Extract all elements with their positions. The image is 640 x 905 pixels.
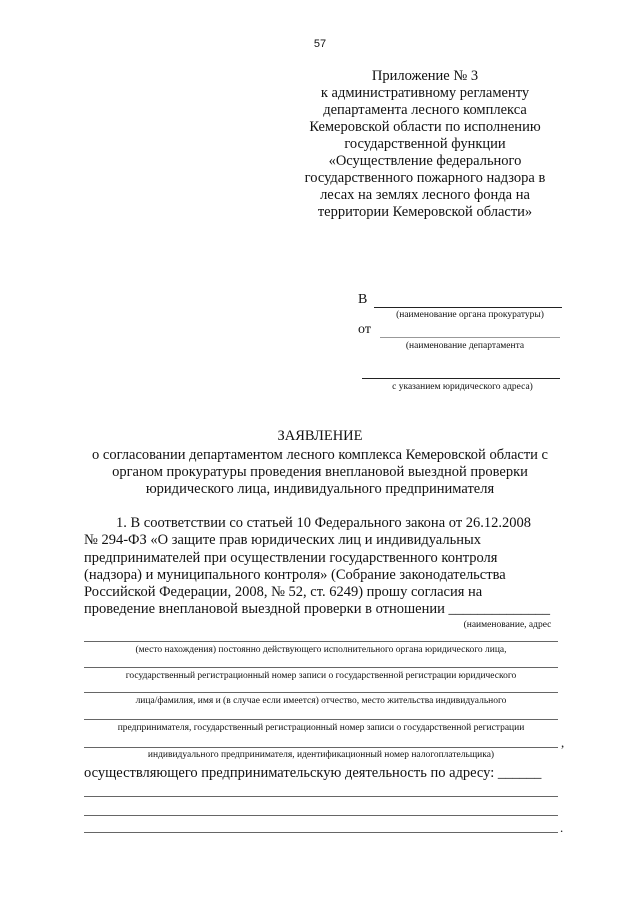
legal-address-caption: с указанием юридического адреса): [392, 382, 533, 392]
activity-line: осуществляющего предпринимательскую деятельность по адресу: ______: [84, 765, 542, 781]
appendix-line: территории Кемеровской области»: [317, 204, 533, 220]
fill-line-6[interactable]: [84, 796, 558, 797]
note-location: (место нахождения) постоянно действующего исполнительного органа юридического лица,: [135, 645, 507, 655]
fill-line-2[interactable]: [84, 667, 558, 668]
appendix-line: департамента лесного комплекса: [323, 102, 527, 118]
appendix-header: [290, 68, 560, 221]
fill-line-3[interactable]: [84, 692, 558, 693]
to-prefix: В: [358, 292, 368, 307]
legal-address-field[interactable]: [362, 378, 560, 379]
appendix-line: к административному регламенту: [320, 85, 530, 101]
document-subtitle: [70, 447, 570, 498]
fill-line-1[interactable]: [84, 641, 558, 642]
body-line: проведение внеплановой выездной проверки в отношении ______________: [84, 601, 550, 618]
appendix-line: государственной функции: [344, 136, 506, 152]
appendix-line: Кемеровской области по исполнению: [309, 119, 541, 135]
fill-line-5[interactable]: [84, 747, 558, 748]
to-caption: (наименование органа прокуратуры): [396, 310, 544, 320]
subtitle-line: о согласовании департаментом лесного комплекса Кемеровской области с: [92, 447, 548, 463]
appendix-line: государственного пожарного надзора в: [304, 170, 546, 186]
document-title: ЗАЯВЛЕНИЕ: [277, 428, 363, 444]
note-registration: государственный регистрационный номер записи о государственной регистрации юридического: [125, 671, 517, 681]
from-field[interactable]: [380, 337, 560, 338]
body-paragraph: [84, 515, 562, 619]
body-line: предпринимателей при осуществлении государственного контроля: [84, 549, 498, 566]
end-period: .: [560, 820, 564, 835]
note-name-address: (наименование, адрес: [463, 620, 552, 630]
appendix-line: «Осуществление федерального: [328, 153, 522, 169]
note-individual: лица/фамилия, имя и (в случае если имеется) отчество, место жительства индивидуального: [135, 696, 507, 706]
from-caption: (наименование департамента: [405, 341, 525, 351]
body-line: 1. В соответствии со статьей 10 Федерального закона от 26.12.2008: [116, 515, 532, 531]
body-line: Российской Федерации, 2008, № 52, ст. 6249) прошу согласия на: [84, 584, 483, 601]
fill-line-4[interactable]: [84, 719, 558, 720]
fill-line-7[interactable]: [84, 815, 558, 816]
trailing-comma: ,: [561, 735, 565, 750]
appendix-line: лесах на землях лесного фонда на: [320, 187, 530, 203]
subtitle-line: юридического лица, индивидуального предпринимателя: [145, 481, 495, 497]
note-taxpayer: индивидуального предпринимателя, идентификационный номер налогоплательщика): [147, 750, 495, 760]
to-field[interactable]: [374, 307, 562, 308]
fill-line-8[interactable]: [84, 832, 558, 833]
body-line: (надзора) и муниципального контроля» (Собрание законодательства: [84, 566, 506, 583]
appendix-line: Приложение № 3: [371, 68, 479, 84]
body-line: № 294-ФЗ «О защите прав юридических лиц и индивидуальных: [84, 532, 481, 549]
from-prefix: от: [358, 322, 371, 337]
page-number: 57: [313, 38, 327, 50]
subtitle-line: органом прокуратуры проведения внеплановой выездной проверки: [112, 464, 528, 480]
note-entrepreneur: предпринимателя, государственный регистрационный номер записи о государственной регистрации: [117, 723, 525, 733]
